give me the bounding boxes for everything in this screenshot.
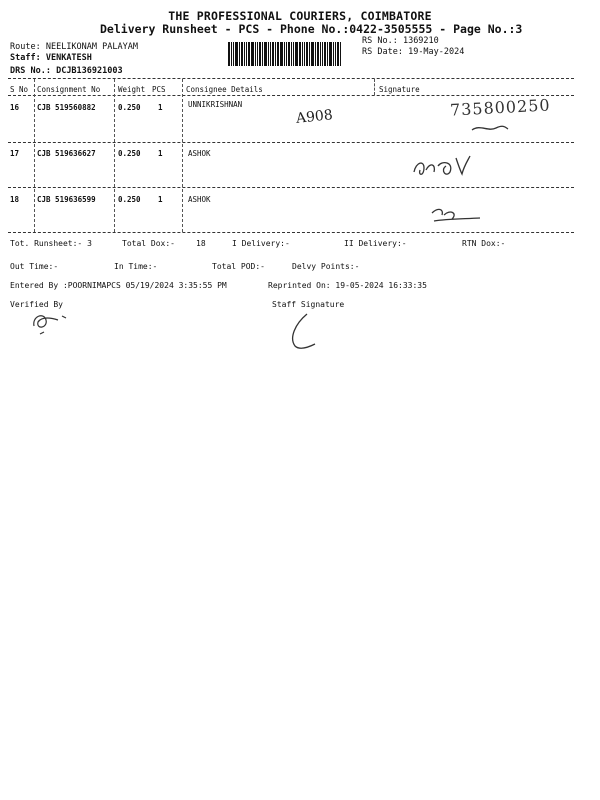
verifier-signature-scribble bbox=[28, 306, 78, 336]
barcode-bar bbox=[309, 42, 310, 66]
row-divider bbox=[8, 187, 574, 188]
barcode-bar bbox=[324, 42, 326, 66]
rs-no-line bbox=[362, 36, 439, 46]
barcode-bar bbox=[327, 42, 328, 66]
total-dox-label: Total Dox:- bbox=[122, 239, 175, 248]
total-pod: Total POD:- bbox=[212, 262, 265, 271]
barcode-bar bbox=[302, 42, 303, 66]
drs-label: DRS No.: bbox=[10, 66, 51, 76]
staff-line bbox=[10, 53, 92, 63]
row-consignment: CJB 519636599 bbox=[37, 195, 96, 204]
handwritten-note: A908 bbox=[295, 107, 334, 127]
row-weight: 0.250 bbox=[118, 149, 141, 158]
out-time: Out Time:- bbox=[10, 262, 59, 271]
barcode-bar bbox=[251, 42, 254, 66]
rs-date-line bbox=[362, 47, 464, 57]
barcode-bar bbox=[299, 42, 301, 66]
barcode-bar bbox=[244, 42, 245, 66]
signature-scribble bbox=[430, 203, 490, 225]
row-weight: 0.250 bbox=[118, 195, 141, 204]
row-consignment: CJB 519560882 bbox=[37, 103, 96, 112]
drs-value: DCJB136921003 bbox=[56, 66, 123, 76]
column-divider bbox=[182, 79, 183, 232]
header-bottom-rule bbox=[8, 95, 574, 96]
barcode-bar bbox=[340, 42, 341, 66]
rs-no-value: 1369210 bbox=[402, 36, 439, 46]
barcode-bar bbox=[233, 42, 234, 66]
staff-signature-label: Staff Signature bbox=[272, 300, 345, 309]
tot-runsheet: Tot. Runsheet:- 3 bbox=[10, 239, 92, 248]
barcode-bar bbox=[280, 42, 283, 66]
barcode-bar bbox=[264, 42, 267, 66]
barcode-bar bbox=[317, 42, 319, 66]
row-consignee: ASHOK bbox=[188, 195, 211, 204]
rs-date-value: 19-May-2024 bbox=[408, 47, 465, 57]
barcode-bar bbox=[306, 42, 308, 66]
barcode-bar bbox=[259, 42, 261, 66]
row-divider bbox=[8, 142, 574, 143]
barcode-bar bbox=[275, 42, 276, 66]
barcode-bar bbox=[255, 42, 256, 66]
barcode-bar bbox=[293, 42, 294, 66]
row-weight: 0.250 bbox=[118, 103, 141, 112]
table-top-rule bbox=[8, 78, 574, 79]
barcode-bar bbox=[241, 42, 243, 66]
row-consignee: UNNIKRISHNAN bbox=[188, 100, 243, 109]
barcode-bar bbox=[329, 42, 332, 66]
row-consignee: ASHOK bbox=[188, 149, 211, 158]
column-divider bbox=[114, 79, 115, 232]
route-line bbox=[10, 42, 138, 52]
col-header-consignee: Consignee Details bbox=[186, 85, 263, 94]
col-header-consignment: Consignment No bbox=[37, 85, 101, 94]
drs-line bbox=[10, 66, 123, 76]
delvy-points: Delvy Points:- bbox=[292, 262, 360, 271]
row-pcs: 1 bbox=[158, 103, 163, 112]
signature-scribble bbox=[470, 122, 510, 134]
col-header-signature: Signature bbox=[379, 85, 420, 94]
barcode-bar bbox=[248, 42, 250, 66]
barcode-bar bbox=[239, 42, 240, 66]
barcode-bar bbox=[333, 42, 334, 66]
verified-by-label: Verified By bbox=[10, 300, 63, 309]
barcode-bar bbox=[315, 42, 316, 66]
in-time: In Time:- bbox=[114, 262, 158, 271]
barcode-bar bbox=[288, 42, 290, 66]
barcode bbox=[228, 42, 358, 66]
barcode-bar bbox=[246, 42, 247, 66]
barcode-bar bbox=[257, 42, 258, 66]
signature-scribble bbox=[410, 152, 495, 182]
handwritten-signature-text: 735800250 bbox=[449, 95, 552, 120]
i-delivery: I Delivery:- bbox=[232, 239, 290, 248]
barcode-bar bbox=[311, 42, 314, 66]
entered-by: Entered By :POORNIMAPCS 05/19/2024 3:35:55 PM bbox=[10, 281, 227, 290]
rs-no-label: RS No.: bbox=[362, 36, 398, 46]
staff-value: VENKATESH bbox=[45, 53, 92, 63]
route-value: NEELIKONAM PALAYAM bbox=[45, 42, 138, 52]
barcode-bar bbox=[335, 42, 336, 66]
barcode-bar bbox=[277, 42, 279, 66]
barcode-bar bbox=[291, 42, 292, 66]
company-title: THE PROFESSIONAL COURIERS, COIMBATORE bbox=[168, 9, 432, 23]
reprinted-on: Reprinted On: 19-05-2024 16:33:35 bbox=[268, 281, 427, 290]
barcode-bar bbox=[295, 42, 298, 66]
barcode-bar bbox=[286, 42, 287, 66]
barcode-bar bbox=[322, 42, 323, 66]
row-sno: 17 bbox=[10, 149, 20, 158]
column-divider bbox=[374, 79, 375, 95]
table-bottom-rule bbox=[8, 232, 574, 233]
row-sno: 18 bbox=[10, 195, 20, 204]
barcode-bar bbox=[235, 42, 238, 66]
barcode-bar bbox=[228, 42, 230, 66]
row-pcs: 1 bbox=[158, 195, 163, 204]
barcode-bar bbox=[270, 42, 271, 66]
runsheet-subtitle: Delivery Runsheet - PCS - Phone No.:0422-3505555 - Page No.:3 bbox=[100, 22, 523, 36]
col-header-pcs: PCS bbox=[152, 85, 166, 94]
row-sno: 16 bbox=[10, 103, 20, 112]
barcode-bar bbox=[231, 42, 232, 66]
col-header-weight: Weight bbox=[118, 85, 146, 94]
rtn-dox: RTN Dox:- bbox=[462, 239, 506, 248]
staff-signature-scribble bbox=[285, 310, 325, 352]
ii-delivery: II Delivery:- bbox=[344, 239, 407, 248]
rs-date-label: RS Date: bbox=[362, 47, 403, 57]
barcode-bar bbox=[304, 42, 305, 66]
barcode-bar bbox=[320, 42, 321, 66]
barcode-bar bbox=[284, 42, 285, 66]
barcode-bar bbox=[272, 42, 274, 66]
column-divider bbox=[34, 79, 35, 232]
col-header-sno: S No bbox=[10, 85, 29, 94]
row-pcs: 1 bbox=[158, 149, 163, 158]
row-consignment: CJB 519636627 bbox=[37, 149, 96, 158]
staff-label: Staff: bbox=[10, 53, 41, 63]
barcode-bar bbox=[262, 42, 263, 66]
route-label: Route: bbox=[10, 42, 41, 52]
total-dox-value: 18 bbox=[196, 239, 206, 248]
barcode-bar bbox=[268, 42, 269, 66]
barcode-bar bbox=[337, 42, 339, 66]
